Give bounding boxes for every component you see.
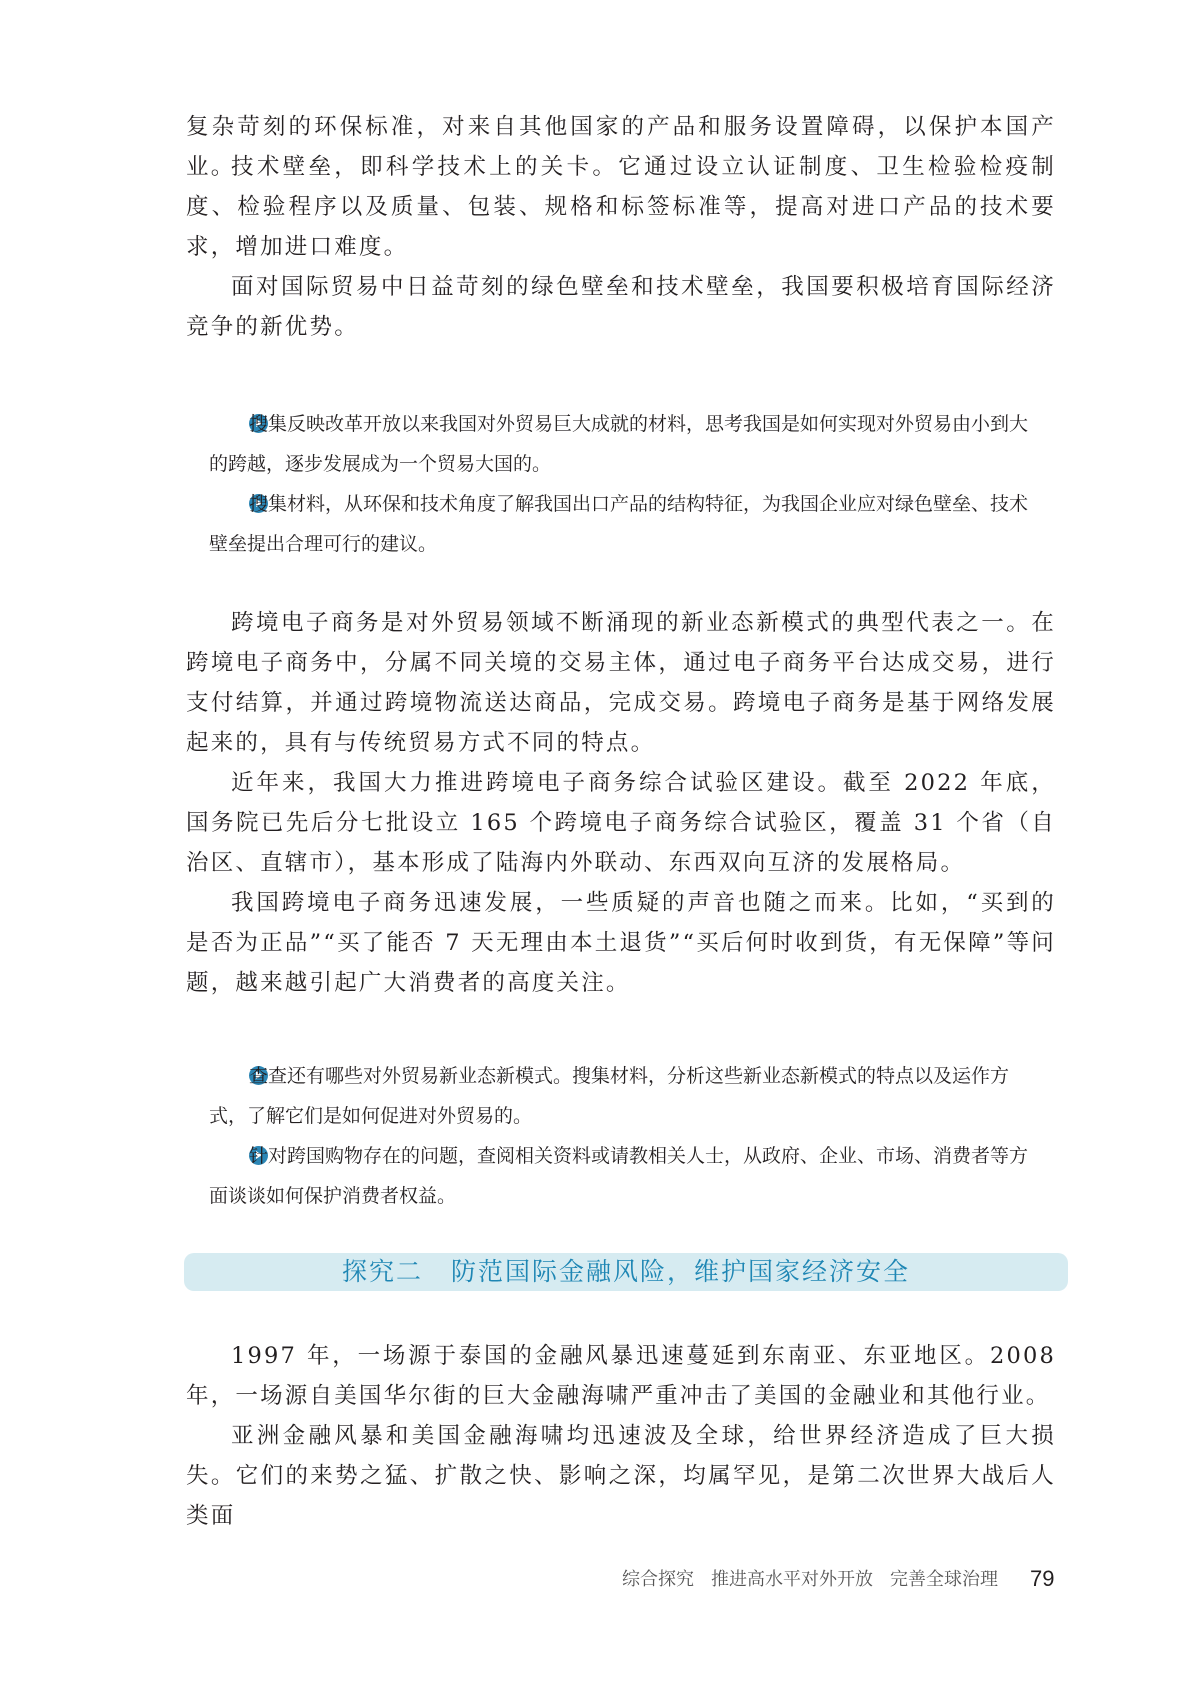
- paragraph: 1997 年，一场源于泰国的金融风暴迅速蔓延到东南亚、东亚地区。2008 年，一场源自美国华尔街的巨大金融海啸严重冲击了美国的金融业和其他行业。: [186, 1343, 1056, 1409]
- page-number: 79: [1030, 1566, 1055, 1591]
- activity-item: 针对跨国购物存在的问题，查阅相关资料或请教相关人士，从政府、企业、市场、消费者等方面谈谈如何保护消费者权益。: [209, 1145, 1029, 1207]
- section-heading-band: [184, 1253, 1068, 1291]
- paragraph: 跨境电子商务是对外贸易领域不断涌现的新业态新模式的典型代表之一。在跨境电子商务中，分属不同关境的交易主体，通过电子商务平台达成交易，进行支付结算，并通过跨境物流送达商品，完成交易。跨境电子商务是基于网络发展起来的，具有与传统贸易方式不同的特点。: [186, 610, 1056, 756]
- paragraph: 面对国际贸易中日益苛刻的绿色壁垒和技术壁垒，我国要积极培育国际经济竞争的新优势。: [186, 274, 1056, 340]
- paragraph: 我国跨境电子商务迅速发展，一些质疑的声音也随之而来。比如，“买到的是否为正品”“买了能否 7 天无理由本土退货”“买后何时收到货，有无保障”等问题，越来越引起广大消费者的高度关注。: [186, 890, 1056, 996]
- paragraph: 复杂苛刻的环保标准，对来自其他国家的产品和服务设置障碍，以保护本国产业。: [186, 114, 1056, 180]
- footer-part: 推进高水平对外开放: [711, 1569, 873, 1590]
- paragraph: 亚洲金融风暴和美国金融海啸均迅速波及全球，给世界经济造成了巨大损失。它们的来势之猛、扩散之快、影响之深，均属罕见，是第二次世界大战后人类面: [186, 1423, 1056, 1529]
- section-heading: [184, 1253, 1068, 1291]
- section-label: 探究二: [341, 1257, 423, 1286]
- activity-item: 搜集材料，从环保和技术角度了解我国出口产品的结构特征，为我国企业应对绿色壁垒、技术壁垒提出合理可行的建议。: [209, 493, 1029, 555]
- activity-item: 查查还有哪些对外贸易新业态新模式。搜集材料，分析这些新业态新模式的特点以及运作方式，了解它们是如何促进对外贸易的。: [209, 1065, 1010, 1127]
- paragraph: 技术壁垒，即科学技术上的关卡。它通过设立认证制度、卫生检验检疫制度、检验程序以及质量、包装、规格和标签标准等，提高对进口产品的技术要求，增加进口难度。: [186, 154, 1056, 260]
- activity-item: 搜集反映改革开放以来我国对外贸易巨大成就的材料，思考我国是如何实现对外贸易由小到大的跨越，逐步发展成为一个贸易大国的。: [209, 413, 1029, 475]
- section-title: 防范国际金融风险，维护国家经济安全: [451, 1257, 911, 1286]
- footer-part: 完善全球治理: [890, 1569, 998, 1590]
- paragraph: 近年来，我国大力推进跨境电子商务综合试验区建设。截至 2022 年底，国务院已先后分七批设立 165 个跨境电子商务综合试验区，覆盖 31 个省（自治区、直辖市），基本形成了陆海内外联动、东西双向互济的发展格局。: [186, 770, 1056, 876]
- footer-part: 综合探究: [622, 1569, 694, 1590]
